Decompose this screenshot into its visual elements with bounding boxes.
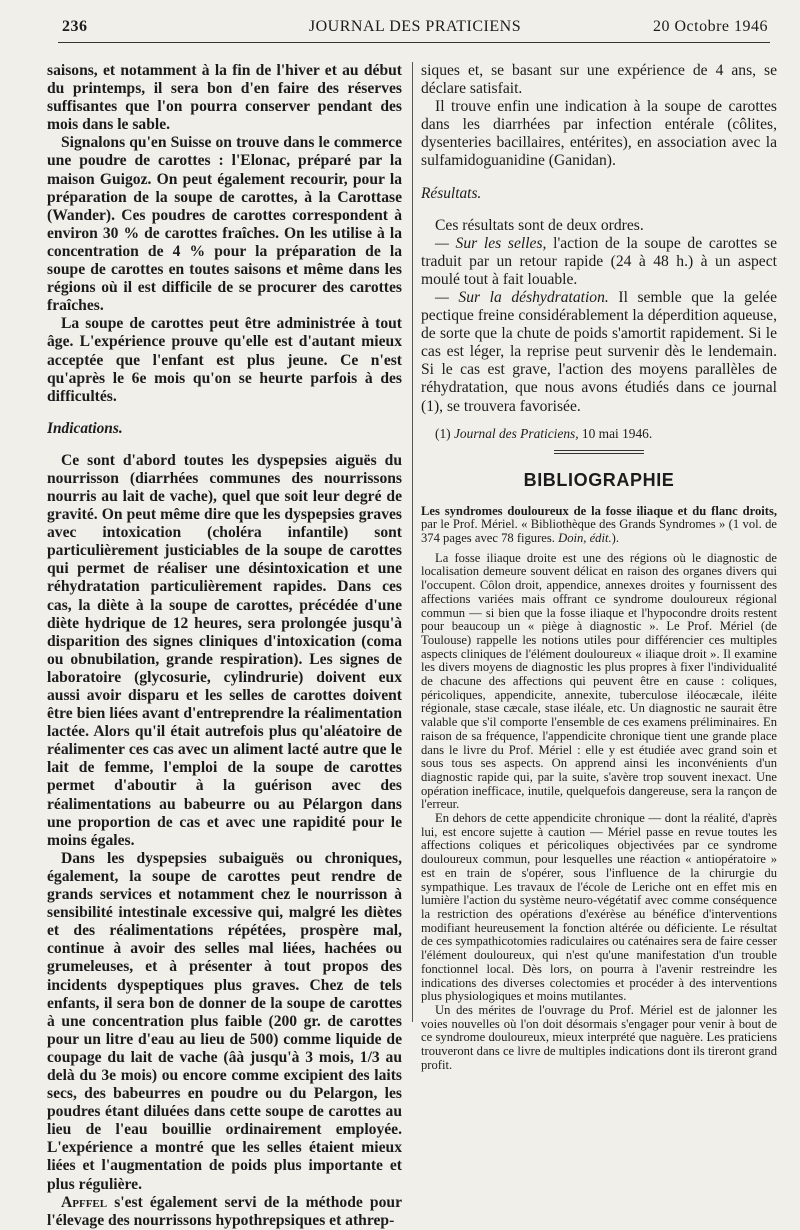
issue-date: 20 Octobre 1946 bbox=[652, 18, 768, 35]
paragraph: saisons, et notamment à la fin de l'hiver et au début du printemps, il sera bon d'en faire des réserves suffisantes que l'on pourra conserver pendant des mois dans le sable. bbox=[47, 62, 402, 134]
author-name: Apffel bbox=[61, 1193, 108, 1211]
section-heading: Indications. bbox=[47, 419, 123, 437]
book-reference: Les syndromes douloureux de la fosse iliaque et du flanc droits, par le Prof. Mériel. « Bibliothèque des Grands Syndromes » (1 vol. de 374 pages avec 78 figures. Doin, édit.). bbox=[421, 503, 777, 545]
page-number: 236 bbox=[62, 18, 88, 35]
right-column bbox=[421, 62, 777, 1072]
paragraph-text: Il semble que la gelée pectique freine considérablement la déperdition aqueuse, de sorte que la chute de poids s'amortit rapidement. Si le cas est léger, la reprise peut survenir dès le lendemain. Si le cas est grave, l'action des moyens parallèles de réhydratation, que nous avons étudiés dans ce journal (1), se trouvera favorisée. bbox=[421, 288, 777, 415]
lead-text: — Sur la déshydratation. bbox=[435, 288, 609, 306]
section-divider bbox=[554, 450, 644, 454]
review-paragraph: Un des mérites de l'ouvrage du Prof. Mériel est de jalonner les voies nouvelles où l'on doit désormais s'engager pour venir à bout de ce syndrome douloureux, mieux interprété que naguère. Les praticiens trouveront dans ce livre de multiples indications dont ils tireront grand profit. bbox=[421, 1002, 777, 1072]
paragraph: Ce sont d'abord toutes les dyspepsies aiguës du nourrisson (diarrhées communes des nourrissons nourris au lait de vache), quel que soit leur degré de gravité. On peut même dire que les dyspepsies graves avec intoxication (choléra infantile) sont particulièrement justiciables de la soupe de carottes qui permet de réaliser une désintoxication et une réhydratation particulièrement rapides. Dans ces cas, la diète à la soupe de carottes, précédée d'une diète hydrique de 12 heures, sera prolongée jusqu'à disparition des signes cliniques d'intoxication (coma ou obnubilation, grande respiration). Les signes de laboratoire (glycosurie, cylindrurie) doivent eux aussi avoir disparu et les selles de carottes doivent être bien liées avant d'entreprendre la réalimentation lactée. Alors qu'il était autrefois plus qu'aléatoire de réalimenter ces cas avec un aliment lacté autre que le lait de femme, l'emploi de la soupe de carottes permet d'aboutir à la guérison avec des réalimentations au babeurre ou au Pélargon dans une proportion de cas et avec une rapidité pour le moins égales. bbox=[47, 451, 402, 849]
paragraph: siques et, se basant sur une expérience de 4 ans, se déclare satisfait. bbox=[421, 62, 777, 98]
running-header bbox=[62, 18, 768, 42]
paragraph: Dans les dyspepsies subaiguës ou chroniques, également, la soupe de carottes peut rendre de grands services et notamment chez le nourrisson à sensibilité intestinale excessive qui, malgré les diètes et des réalimentations répétées, prospère mal, continue à avoir des selles mal liées, hachées ou grumeleuses, et à présenter à tout propos des incidents dyspeptiques plus graves. Chez de tels enfants, il sera bon de donner de la soupe de carottes à une concentration plus faible (200 gr. de carottes pour un litre d'eau au lieu de 500) comme liquide de coupage du lait de vache (âà jusqu'à 3 mois, 1/3 au delà du 3e mois) ou encore comme excipient des laits secs, des babeurres en poudre ou du Pelargon, les poudres étant diluées dans cette soupe de carottes au lieu de l'eau bouillie ordinairement employée. L'expérience a montré que les selles étaient mieux liées et l'augmentation de poids plus importante et plus régulière. bbox=[47, 849, 402, 1193]
left-column bbox=[47, 62, 402, 1230]
header-rule bbox=[58, 42, 770, 43]
paragraph-text: l'action de la soupe de carottes se traduit par un retour rapide (24 à 48 h.) à un aspect moulé tout à fait louable. bbox=[421, 234, 777, 288]
paragraph: Signalons qu'en Suisse on trouve dans le commerce une poudre de carottes : l'Elonac, préparé par la maison Guigoz. On peut également recourir, pour la préparation de la soupe de carottes, à la Carottase (Wander). Ces poudres de carottes correspondent à environ 30 % de carottes fraîches. On les utilise à la concentration de 4 % pour la préparation de la soupe de carottes en toutes saisons et même dans les régions où il est difficile de se procurer des carottes fraîches. bbox=[47, 134, 402, 315]
review-paragraph: La fosse iliaque droite est une des régions où le diagnostic de localisation demeure souvent délicat en raison des organes divers qui l'occupent. Côlon droit, appendice, annexes droites y fournissent des affections variées mais offrant ce syndrome douloureux régional commun — si bien que la fosse iliaque et l'hypocondre droits restent pour beaucoup un « piège à diagnostic ». Le Prof. Mériel (de Toulouse) rappelle les notions utiles pour différencier ces multiples aspects cliniques de l'élément douloureux « iliaque droit ». Il examine les divers moyens de diagnostic les plus propres à fixer l'individualité de chacune des affections qui peuvent être en cause : coliques, péricoliques, appendicite, annexite, tuberculose iléocæcale, iléite régionale, stase cæcale, stase iléale, etc. Un diagnostic ne saurait être valable que s'il comporte l'ensemble de ces examens préliminaires. En raison de sa fréquence, l'appendicite chronique tient une grande place dans le livre du Prof. Mériel : elle y est étudiée avec grand soin et sous tous ses aspects. On apprend ainsi les inconvénients d'un diagnostic rapide qui, par la suite, s'avère trop souvent inexact. Une opération inefficace, inutile, quelquefois dangereuse, sera la rançon de l'erreur. bbox=[421, 550, 777, 812]
bibliography-entry bbox=[421, 505, 777, 1073]
paragraph-text: s'est également servi de la méthode pour l'élevage des nourrissons hypothrepsiques et athrep- bbox=[47, 1193, 402, 1229]
lead-text: — Sur les selles, bbox=[435, 234, 547, 252]
paragraph bbox=[421, 289, 777, 416]
section-heading: Résultats. bbox=[421, 184, 482, 202]
paragraph bbox=[421, 235, 777, 289]
review-paragraph: En dehors de cette appendicite chronique — dont la réalité, d'après lui, est encore sujette à caution — Mériel passe en revue toutes les affections coliques et péricoliques objectivées par ce syndrome douloureux commun, pour lesquelles une réaction « antiopératoire » est en train de s'opérer, sous l'influence de la chirurgie du sympathique. Les travaux de l'école de Leriche ont en effet mis en lumière l'action du système neuro-végétatif avec comme conséquence la restriction des opérations d'exérèse au bénéfice d'interventions modifiant heureusement la fonction altérée ou déficiente. Le résultat de ces sympathicotomies radiculaires ou caténaires sera de faire cesser l'élément douloureux, qui n'est qu'une manifestation d'un trouble fonctionnel local. Dès lors, on pourra à l'avenir restreindre les indications des diverses colectomies et procéder à des interventions plus physiologiques et moins mutilantes. bbox=[421, 811, 777, 1004]
footnote: (1) Journal des Praticiens, 10 mai 1946. bbox=[435, 425, 653, 441]
column-divider bbox=[412, 62, 413, 1022]
bibliography-heading: BIBLIOGRAPHIE bbox=[523, 469, 675, 490]
journal-title: JOURNAL DES PRATICIENS bbox=[308, 18, 522, 35]
paragraph: Ces résultats sont de deux ordres. bbox=[435, 216, 644, 234]
paragraph: Il trouve enfin une indication à la soupe de carottes dans les diarrhées par infection entérale (côlites, dysenteries bacillaires, entérites), en association avec la sulfamidoguanidine (Ganidan). bbox=[421, 98, 777, 170]
paragraph: La soupe de carottes peut être administrée à tout âge. L'expérience prouve qu'elle est d'autant mieux acceptée que l'enfant est plus jeune. Ce n'est qu'après le 6e mois qu'on se heurte parfois à des difficultés. bbox=[47, 315, 402, 405]
paragraph bbox=[47, 1194, 402, 1230]
